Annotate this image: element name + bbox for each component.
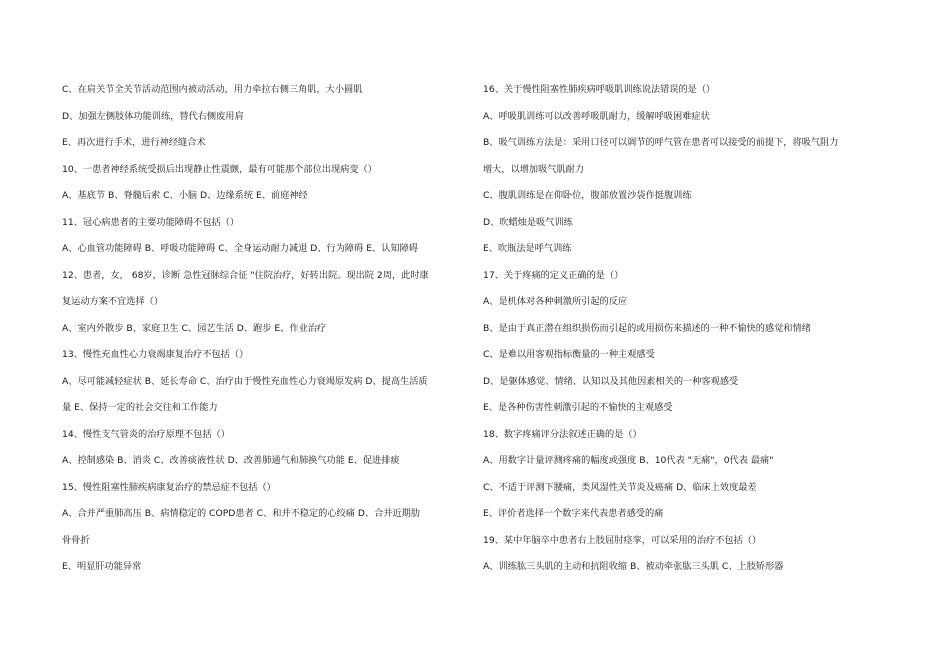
text-line: C、腹肌训练是在仰卧位，腹部放置沙袋作挺腹训练 bbox=[483, 190, 692, 201]
text-line: D、加强左侧肢体功能训练，替代右侧废用肩 bbox=[62, 110, 244, 122]
text-line: 11、冠心病患者的主要功能障碍不包括（） bbox=[62, 216, 240, 228]
text-line: A、心血管功能障碍 B、呼吸功能障碍 C、全身运动耐力减退 D、行为障碍 E、认知障碍 bbox=[62, 243, 418, 254]
right-column bbox=[483, 82, 883, 586]
text-line: 19、某中年脑卒中患者右上肢屈肘痉挛，可以采用的治疗不包括（） bbox=[483, 534, 762, 546]
text-line: C、在肩关节全关节活动范围内被动活动，用力牵拉右侧三角肌，大小圆肌 bbox=[62, 84, 363, 95]
text-line: 骨骨折 bbox=[62, 534, 90, 546]
text-line: A、基底节 B、脊髓后索 C、小脑 D、边缘系统 E、前庭神经 bbox=[62, 190, 308, 201]
text-line: A、室内外散步 B、家庭卫生 C、园艺生活 D、跑步 E、作业治疗 bbox=[62, 322, 327, 334]
text-line: B、吸气训练方法是：采用口径可以调节的呼气管在患者可以接受的前提下，将吸气阻力 bbox=[483, 137, 839, 148]
text-line: A、呼吸肌训练可以改善呼吸肌耐力，缓解呼吸困难症状 bbox=[483, 110, 710, 122]
text-line: 17、关于疼痛的定义正确的是（） bbox=[483, 269, 624, 281]
text-line: A、是机体对各种刺激所引起的反应 bbox=[483, 296, 628, 307]
text-line: E、吹瓶法是呼气训练 bbox=[483, 243, 572, 254]
text-line: D、是躯体感觉、情绪、认知以及其他因素相关的一种客观感受 bbox=[483, 375, 739, 387]
text-line: 增大，以增加吸气肌耐力 bbox=[483, 163, 585, 175]
text-line: E、再次进行手术，进行神经缝合术 bbox=[62, 137, 206, 148]
text-line: D、吹蜡烛是吸气训练 bbox=[483, 216, 573, 228]
text-line: 15、慢性阻塞性肺疾病康复治疗的禁忌症不包括（） bbox=[62, 481, 276, 493]
text-line: A、用数字计量评测疼痛的幅度或强度 B、10代表 "无痛"，0代表 最痛" bbox=[483, 455, 774, 466]
text-line: 量 E、保持一定的社会交往和工作能力 bbox=[62, 402, 218, 413]
text-line: E、评价者选择一个数字来代表患者感受的痛 bbox=[483, 508, 664, 519]
text-line: 复运动方案不宜选择（） bbox=[62, 296, 164, 307]
left-column bbox=[62, 82, 477, 586]
text-line: C、是难以用客观指标衡量的一种主观感受 bbox=[483, 349, 655, 360]
text-line: C、不适于评测下腰痛，类风湿性关节炎及癌痛 D、临床上效度最差 bbox=[483, 481, 757, 493]
text-line: 13、慢性充血性心力衰竭康复治疗不包括（） bbox=[62, 349, 249, 360]
text-line: A、尽可能减轻症状 B、延长寿命 C、治疗由于慢性充血性心力衰竭原发病 D、提高生活质 bbox=[62, 375, 428, 387]
text-line: 10、一患者神经系统受损后出现静止性震颤，最有可能那个部位出现病变（） bbox=[62, 163, 377, 175]
text-line: 14、慢性支气管炎的治疗原理不包括（） bbox=[62, 428, 230, 440]
text-line: E、明显肝功能异常 bbox=[62, 561, 142, 572]
text-line: A、训练肱三头肌的主动和抗阻收缩 B、被动牵张肱三头肌 C、上肢矫形器 bbox=[483, 561, 784, 572]
text-line: 16、关于慢性阻塞性肺疾病呼吸肌训练说法错误的是（） bbox=[483, 84, 716, 95]
text-line: A、合并严重肺高压 B、病情稳定的 COPD患者 C、和并不稳定的心绞痛 D、合并近期肋 bbox=[62, 508, 421, 519]
text-line: 12、患者，女， 68岁，诊断 急性冠脉综合征 "住院治疗，好转出院。现出院 2周，此时康 bbox=[62, 269, 429, 281]
text-line: 18、数字疼痛评分法叙述正确的是（） bbox=[483, 428, 642, 440]
text-line: B、是由于真正潜在组织损伤而引起的或用损伤来描述的一种不愉快的感觉和情绪 bbox=[483, 322, 811, 334]
text-line: E、是各种伤害性刺激引起的不愉快的主观感受 bbox=[483, 402, 673, 413]
text-line: A、控制感染 B、消炎 C、改善痰液性状 D、改善肺通气和肺换气功能 E、促进排痰 bbox=[62, 455, 400, 466]
